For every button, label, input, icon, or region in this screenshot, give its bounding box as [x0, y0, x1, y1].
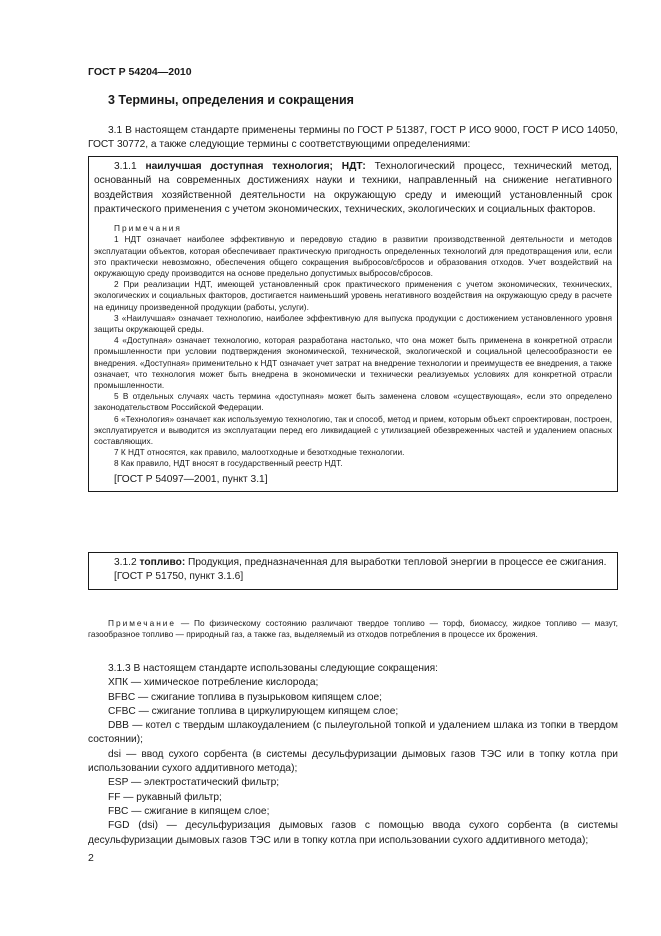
term-box-fuel [88, 552, 618, 590]
notes-label: Примечания [114, 223, 182, 234]
page-number: 2 [88, 852, 94, 864]
term-definition [94, 556, 612, 570]
intro-paragraph: 3.1 В настоящем стандарте применены термины по ГОСТ Р 51387, ГОСТ Р ИСО 9000, ГОСТ Р ИСО 14050, ГОСТ 30772, а также следующие термины с соответствующими определениями: [88, 125, 618, 151]
term-number: 3.1.2 [114, 557, 140, 568]
term-number: 3.1.1 [114, 161, 146, 172]
term-source: [ГОСТ Р 54097—2001, пункт 3.1] [114, 473, 268, 485]
abbreviation-item: dsi — ввод сухого сорбента (в системы десульфуризации дымовых газов ТЭС или в топку котла при использовании сухого аддитивного метода); [88, 748, 618, 775]
fuel-note [88, 618, 618, 640]
note-item: 8 Как правило, НДТ вносят в государственный реестр НДТ. [114, 458, 343, 469]
note-item: 2 При реализации НДТ, имеющей установленный срок практического применения с учетом экономических, технических, экологических и социальных факторов, достигается наименьший уровень негативного воздействия на окружающую среду в расчете на единицу произведенной продукции (работы, услуги). [94, 279, 612, 312]
abbreviation-item: FGD (dsi) — десульфуризация дымовых газов с помощью ввода сухого сорбента (в системы десульфуризации дымовых газов ТЭС или в топку котла при использовании сухого аддитивного метода); [88, 820, 618, 846]
note-item: 4 «Доступная» означает технологию, которая разработана настолько, что она может быть применена в конкретной отрасли промышленности при условии подтверждения экономической, технической, экологической и социальной целесообразности ее внедрения. «Доступная» применительно к НДТ означает учет затрат на внедрение технологии и преимуществ ее внедрения, а также означает, что технология может быть внедрена в экономически и технически реализуемых условиях для конкретной отрасли промышленности. [94, 335, 612, 391]
note-item: 3 «Наилучшая» означает технологию, наиболее эффективную для выпуска продукции с достижением установленного уровня защиты окружающей среды. [94, 312, 612, 335]
note-item: 6 «Технология» означает как используемую технологию, так и способ, метод и прием, которым объект спроектирован, построен, эксплуатируется и выводится из эксплуатации перед его ликвидацией с утилизацией обезвреженных частей и удалением опасных составляющих. [94, 413, 612, 447]
intro-block [88, 124, 618, 153]
note-text: — По физическому состоянию различают твердое топливо — торф, биомассу, жидкое топливо — мазут, газообразное топливо — природный газ, а также газ, выделяемый из отходов потребления в процессе их брожения. [88, 618, 618, 640]
note-item: 7 К НДТ относятся, как правило, малоотходные и безотходные технологии. [114, 447, 405, 458]
abbreviations-intro: 3.1.3 В настоящем стандарте использованы следующие сокращения: [108, 663, 438, 674]
abbreviation-item: ESP — электростатический фильтр; [108, 777, 280, 789]
term-name: наилучшая доступная технология; НДТ: [145, 161, 366, 172]
abbreviation-item: DBB — котел с твердым шлакоудалением (с пылеугольной топкой и удалением шлака из топки в твердом состоянии); [88, 720, 618, 746]
section-title: 3 Термины, определения и сокращения [108, 93, 354, 107]
abbreviation-item: CFBC — сжигание топлива в циркулирующем кипящем слое; [108, 705, 399, 717]
abbreviation-item: FF — рукавный фильтр; [108, 791, 222, 803]
abbreviation-item: FBC — сжигание в кипящем слое; [108, 805, 270, 817]
abbreviation-item: ХПК — химическое потребление кислорода; [108, 677, 319, 689]
abbreviations-block [88, 662, 618, 848]
document-header: ГОСТ Р 54204—2010 [88, 66, 192, 78]
term-box-ndt [88, 156, 618, 492]
term-definition [94, 160, 612, 217]
term-text: Технологический процесс, технический метод, основанный на современных достижениях науки и техники, направленный на снижение негативного воздействия хозяйственной деятельности на окружающую среду и имеющий установленный срок практического применения с учетом экономических, технических, экологических и социальных факторов. [94, 161, 612, 215]
abbreviation-item: BFBC — сжигание топлива в пузырьковом кипящем слое; [108, 691, 382, 703]
term-text: Продукция, предназначенная для выработки тепловой энергии в процессе ее сжигания. [185, 557, 607, 568]
note-label: Примечание [108, 618, 177, 628]
note-paragraph [88, 618, 618, 640]
term-name: топливо: [139, 557, 186, 568]
note-item: 1 НДТ означает наиболее эффективную и передовую стадию в развитии производственной деятельности и методов эксплуатации объектов, которая обеспечивает практическую пригодность определенных технологий для предотвращения или, если это практически невозможно, обеспечения общего сокращения выбросов/сбросов и образования отходов. Учет воздействий на окружающую среду производится на основе предельно допустимых выбросов/сбросов. [94, 234, 612, 278]
term-source: [ГОСТ Р 51750, пункт 3.1.6] [114, 571, 244, 583]
note-item: 5 В отдельных случаях часть термина «доступная» может быть заменена словом «существующая», если это определено законодательством Российской Федерации. [94, 391, 612, 413]
